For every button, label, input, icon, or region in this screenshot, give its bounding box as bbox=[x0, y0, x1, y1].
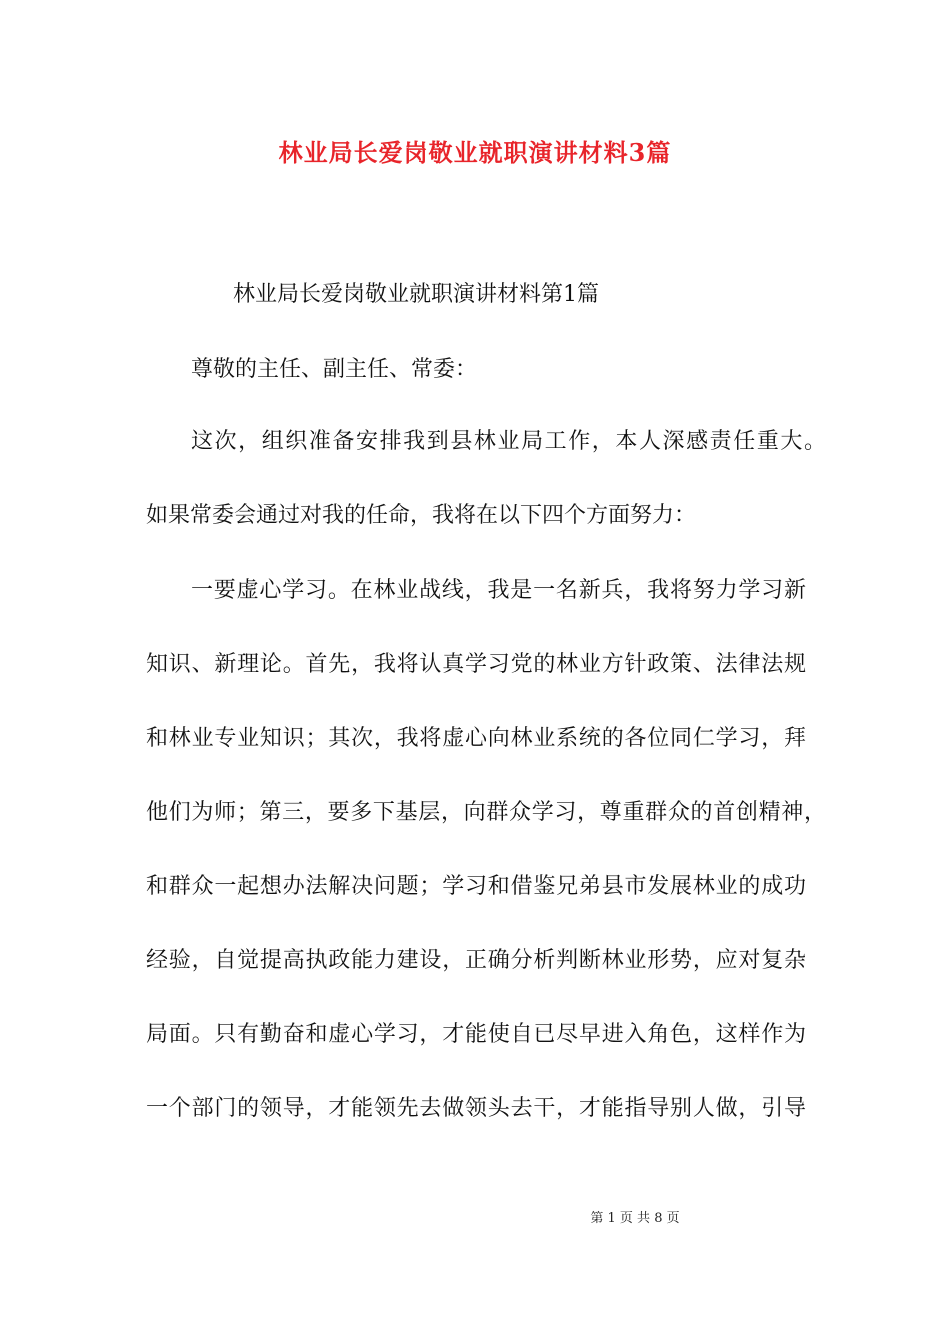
body-line: 一要虚心学习。在林业战线，我是一名新兵，我将努力学习新 bbox=[191, 578, 806, 603]
body-line: 一个部门的领导，才能领先去做领头去干，才能指导别人做，引导 bbox=[146, 1096, 806, 1121]
document-title: 林业局长爱岗敬业就职演讲材料3篇 bbox=[278, 138, 672, 167]
body-line: 这次，组织准备安排我到县林业局工作，本人深感责任重大。 bbox=[191, 429, 826, 454]
body-line: 知识、新理论。首先，我将认真学习党的林业方针政策、法律法规 bbox=[146, 652, 806, 677]
body-line: 他们为师；第三，要多下基层，向群众学习，尊重群众的首创精神， bbox=[146, 800, 826, 825]
section-title: 林业局长爱岗敬业就职演讲材料第1篇 bbox=[233, 282, 599, 307]
body-line: 和林业专业知识；其次，我将虚心向林业系统的各位同仁学习，拜 bbox=[146, 726, 806, 751]
body-line: 经验，自觉提高执政能力建设，正确分析判断林业形势，应对复杂 bbox=[146, 948, 806, 973]
page-footer: 第 1 页 共 8 页 bbox=[590, 1211, 680, 1226]
body-line: 如果常委会通过对我的任命，我将在以下四个方面努力： bbox=[146, 503, 697, 528]
body-line: 局面。只有勤奋和虚心学习，才能使自已尽早进入角色，这样作为 bbox=[146, 1022, 806, 1047]
body-line: 和群众一起想办法解决问题；学习和借鉴兄弟县市发展林业的成功 bbox=[146, 874, 806, 899]
salutation-line: 尊敬的主任、副主任、常委： bbox=[191, 357, 478, 382]
